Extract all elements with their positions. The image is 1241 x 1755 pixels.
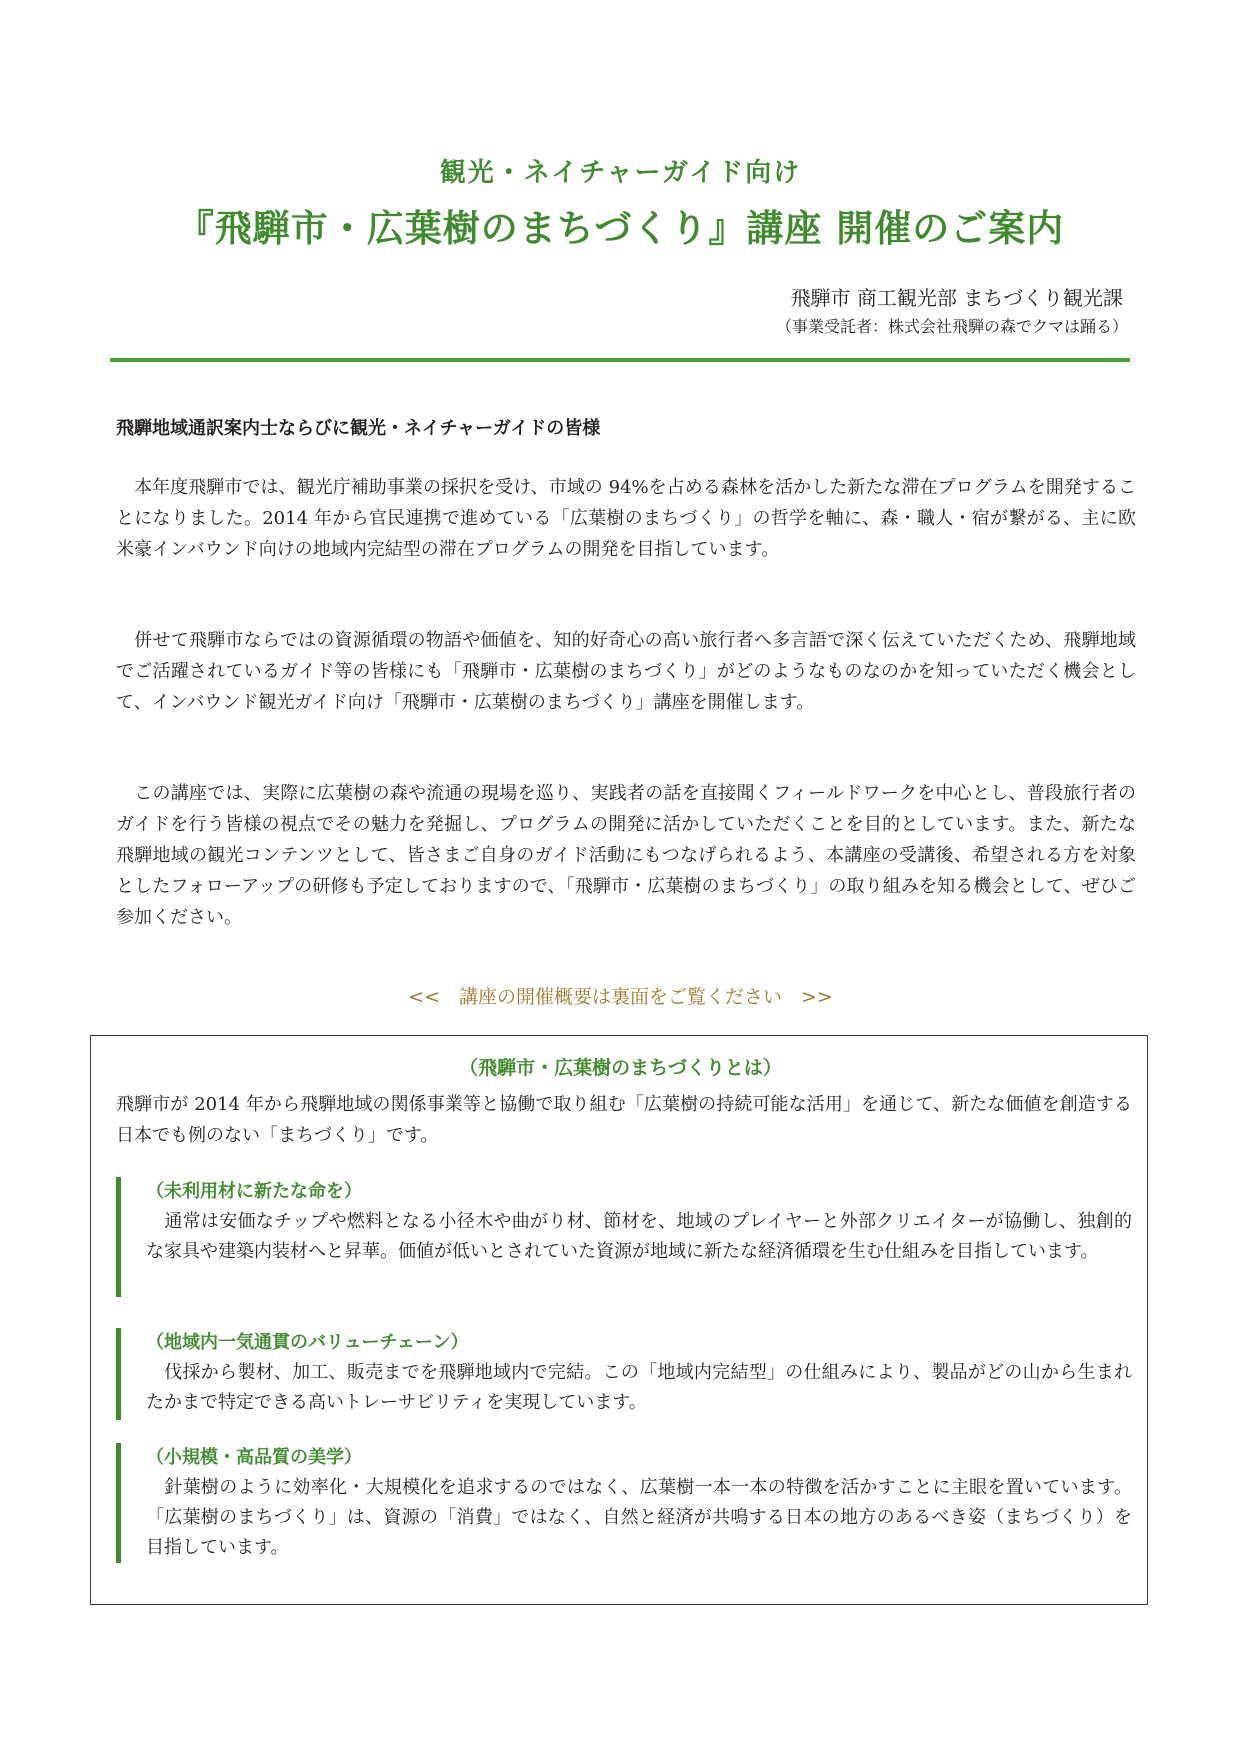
feature-heading-3: （小規模・高品質の美学） [146, 1447, 362, 1468]
document-subtitle: 観光・ネイチャーガイド向け [439, 158, 802, 188]
paragraph-2 [116, 625, 1136, 718]
feature-section-2 [116, 1328, 1132, 1420]
paragraph-2-text: 併せて飛騨市ならではの資源循環の物語や価値を、知的好奇心の高い旅行者へ多言語で深く伝えていただくため、飛騨地域でご活躍されているガイド等の皆様にも「飛騨市・広葉樹のまちづくり」がどのようなものなのかを知っていただく機会として、インバウンド観光ガイド向け「飛騨市・広葉樹のまちづくり」講座を開催します。 [116, 630, 1136, 713]
paragraph-3 [116, 778, 1136, 933]
feature-text-2 [146, 1358, 1132, 1418]
feature-text-1 [146, 1207, 1132, 1267]
feature-text-1-content: 通常は安価なチップや燃料となる小径木や曲がり材、節材を、地域のプレイヤーと外部クリエイターが協働し、独創的な家具や建築内装材へと昇華。価値が低いとされていた資源が地域に新たな経済循環を生む仕組みを目指しています。 [146, 1211, 1132, 1262]
feature-heading-2: （地域内一気通貫のバリューチェーン） [146, 1332, 469, 1353]
feature-text-3 [146, 1473, 1132, 1563]
greeting: 飛騨地域通訳案内士ならびに観光・ネイチャーガイドの皆様 [116, 418, 601, 439]
feature-text-2-content: 伐採から製材、加工、販売までを飛騨地域内で完結。この「地域内完結型」の仕組みにより、製品がどの山から生まれたかまで特定できる高いトレーサビリティを実現しています。 [146, 1362, 1132, 1413]
feature-section-1 [116, 1177, 1132, 1297]
contractor-note: （事業受託者：株式会社飛騨の森でクマは踊る） [775, 317, 1128, 336]
feature-heading-1: （未利用材に新たな命を） [146, 1181, 362, 1202]
info-box-intro: 飛騨市が 2014 年から飛騨地域の関係事業等と協働で取り組む「広葉樹の持続可能な活用」を通じて、新たな価値を創造する日本でも例のない「まちづくり」です。 [116, 1094, 1132, 1146]
paragraph-1-text: 本年度飛騨市では、観光庁補助事業の採択を受け、市域の 94%を占める森林を活かした新たな滞在プログラムを開発することになりました。2014 年から官民連携で進めている「広葉樹のまちづくり」の哲学を軸に、森・職人・宿が繋がる、主に欧米豪インバウンド向けの地域内完結型の滞在プログラムの開発を目指しています。 [116, 477, 1137, 560]
see-back-note: << 講座の開催概要は裏面をご覧ください >> [408, 986, 833, 1008]
organization-name: 飛騨市 商工観光部 まちづくり観光課 [790, 286, 1123, 310]
feature-text-3-content: 針葉樹のように効率化・大規模化を追求するのではなく、広葉樹一本一本の特徴を活かすことに主眼を置いています。「広葉樹のまちづくり」は、資源の「消費」ではなく、自然と経済が共鳴する日本の地方のあるべき姿（まちづくり）を目指しています。 [146, 1477, 1133, 1558]
feature-section-3 [116, 1443, 1132, 1563]
document-title: 『飛騨市・広葉樹のまちづくり』講座 開催のご案内 [176, 207, 1065, 250]
paragraph-1 [116, 472, 1136, 565]
paragraph-3-text: この講座では、実際に広葉樹の森や流通の現場を巡り、実践者の話を直接聞くフィールドワークを中心とし、普段旅行者のガイドを行う皆様の視点でその魅力を発掘し、プログラムの開発に活かしていただくことを目的としています。また、新たな飛騨地域の観光コンテンツとして、皆さまご自身のガイド活動にもつなげられるよう、本講座の受講後、希望される方を対象としたフォローアップの研修も予定しておりますので、「飛騨市・広葉樹のまちづくり」の取り組みを知る機会として、ぜひご参加ください。 [116, 783, 1137, 928]
info-box-title: （飛騨市・広葉樹のまちづくりとは） [459, 1057, 782, 1079]
header-divider [110, 358, 1130, 362]
